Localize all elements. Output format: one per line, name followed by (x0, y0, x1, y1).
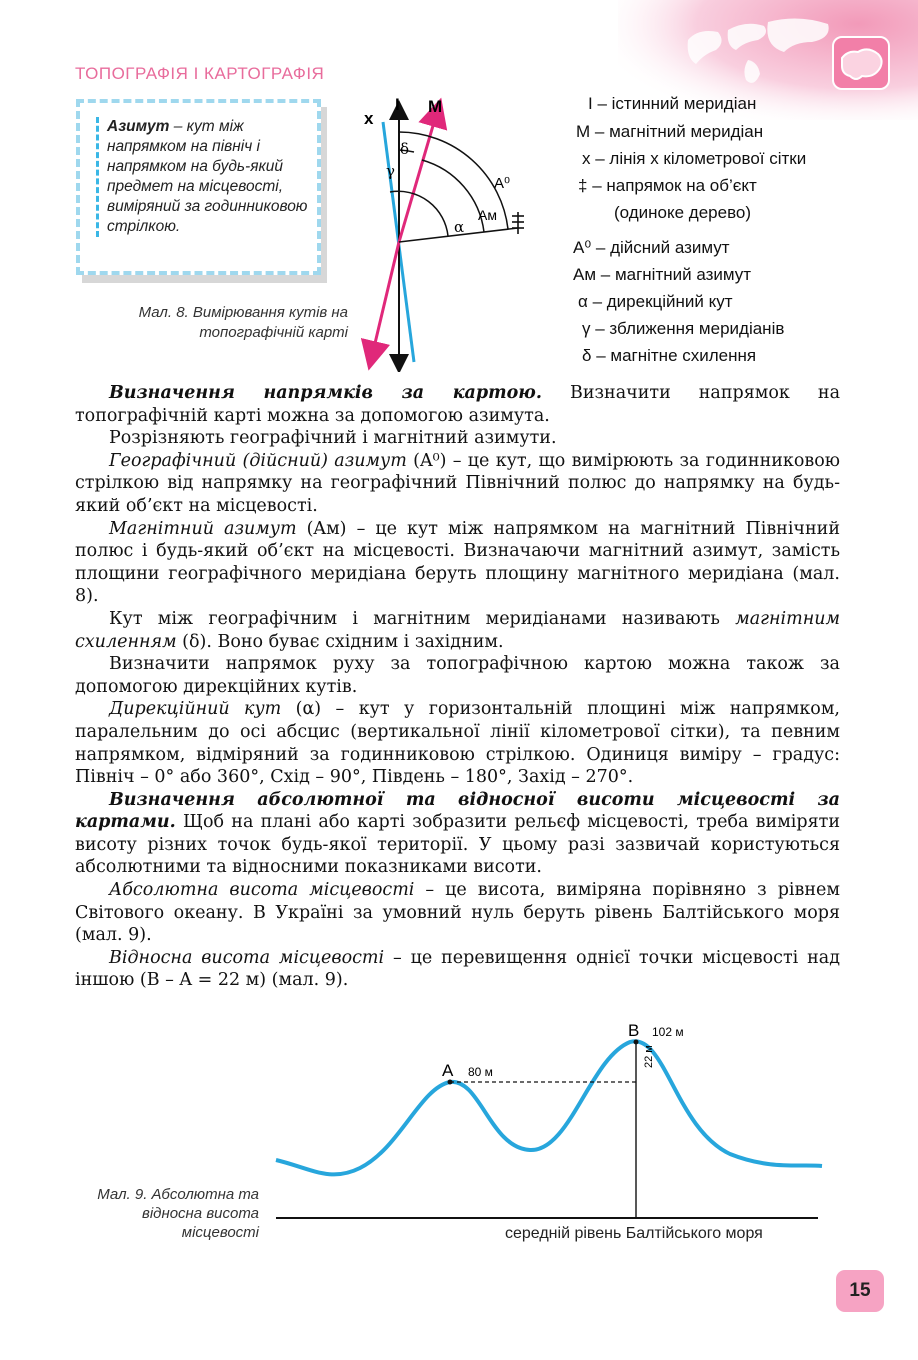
paragraph: Магнітний азимут (Aм) – це кут між напрямком на магнітний Північний полюс і будь-який об’єкт на місцевості. Визначаючи магнітний азимут, замість площини географічного меридіана беруть площину магнітного меридіана (мал. 8). (75, 518, 840, 607)
paragraph: Абсолютна висота місцевості – це висота, виміряна порівняно з рівнем Світового океану. В Україні за умовний нуль беруть рівень Балтійського моря (мал. 9). (75, 880, 840, 946)
legend-row: ‡ – напрямок на об’єкт (578, 176, 757, 195)
definition-text (96, 117, 308, 237)
paragraph: Розрізняють географічний і магнітний азимути. (109, 428, 557, 449)
section-title: ТОПОГРАФІЯ І КАРТОГРАФІЯ (75, 64, 325, 83)
paragraph: Визначити напрямок руху за топографічною картою можна також за допомогою дирекційних кутів. (75, 654, 840, 697)
paragraph: Дирекційний кут (α) – кут у горизонтальній площині між напрямком, паралельним до осі абсцис (вертикальної лінії кілометрової сітки), та певним напрямком, відміряний за годинниковою стрілкою. Одиниця виміру – градус: Північ – 0° або 360°, Схід – 90°, Південь – 180°, Захід – 270°. (75, 699, 840, 788)
label-gamma: γ (386, 162, 395, 180)
page-number: 15 (836, 1270, 884, 1312)
legend-row: I – істинний меридіан (588, 94, 757, 113)
label-alpha: α (454, 218, 465, 236)
label-x: x (364, 109, 374, 128)
label-am: Aм (478, 207, 497, 223)
relief-profile-line (276, 1041, 822, 1174)
ukraine-map-icon (832, 36, 890, 90)
tree-symbol-icon (512, 212, 524, 234)
legend-row: γ – зближення меридіанів (582, 319, 785, 338)
legend-row: A⁰ – дійсний азимут (573, 238, 730, 257)
point-b-label: B (628, 1021, 640, 1040)
definition-box (76, 99, 321, 275)
figure-9-diagram (270, 1018, 830, 1228)
body-text (75, 382, 840, 992)
point-a-label: A (442, 1061, 454, 1080)
figure-8-diagram (350, 92, 550, 372)
label-delta: δ (400, 140, 410, 158)
paragraph: Кут між географічним і магнітним меридіанами називають магнітним схиленням (δ). Воно буває східним і західним. (75, 608, 840, 652)
definition-body: – кут між напрямком на північ і напрямком на будь-який предмет на місцевості, виміряний за годинниковою стрілкою. (107, 118, 308, 235)
paragraph: Визначення напрямків за картою. Визначити напрямок на топографічній карті можна за допомогою азимута. (75, 383, 841, 426)
paragraph: Визначення абсолютної та відносної висоти місцевості за картами. Щоб на плані або карті зобразити рельєф місцевості, треба виміряти висоту різних точок будь-якої території. У цьому разі зазвичай користуються абсолютними та відносними показниками висоти. (75, 789, 840, 878)
point-b-height: 102 м (652, 1025, 684, 1039)
paragraph: Відносна висота місцевості – це перевищення однієї точки місцевості над іншою (B – A = 22 м) (мал. 9). (75, 947, 840, 991)
definition-term: Азимут (107, 118, 170, 135)
legend-row: Aм – магнітний азимут (573, 265, 752, 284)
height-difference: 22 м (643, 1045, 655, 1068)
legend-row: х – лінія х кілометрової сітки (582, 149, 807, 168)
legend-row: α – дирекційний кут (578, 292, 733, 311)
sea-level-label: середній рівень Балтійського моря (505, 1225, 763, 1242)
figure-9-caption: Мал. 9. Абсолютна та відносна висота місцевості (97, 1186, 259, 1241)
figure-8-caption: Мал. 8. Вимірювання кутів на топографічній карті (138, 304, 348, 341)
label-a0: A⁰ (494, 175, 511, 192)
legend-row: δ – магнітне схилення (582, 346, 757, 365)
paragraph: Географічний (дійсний) азимут (A⁰) – це кут, що вимірюють за годинниковою стрілкою від напрямку на географічний Північний полюс до напрямку на будь-який об’єкт на місцевості. (75, 450, 841, 516)
legend-row: М – магнітний меридіан (576, 122, 764, 141)
label-m: M (428, 97, 443, 116)
label-i: I (395, 95, 400, 114)
legend-row: (одиноке дерево) (614, 203, 752, 222)
point-a-height: 80 м (468, 1065, 493, 1079)
